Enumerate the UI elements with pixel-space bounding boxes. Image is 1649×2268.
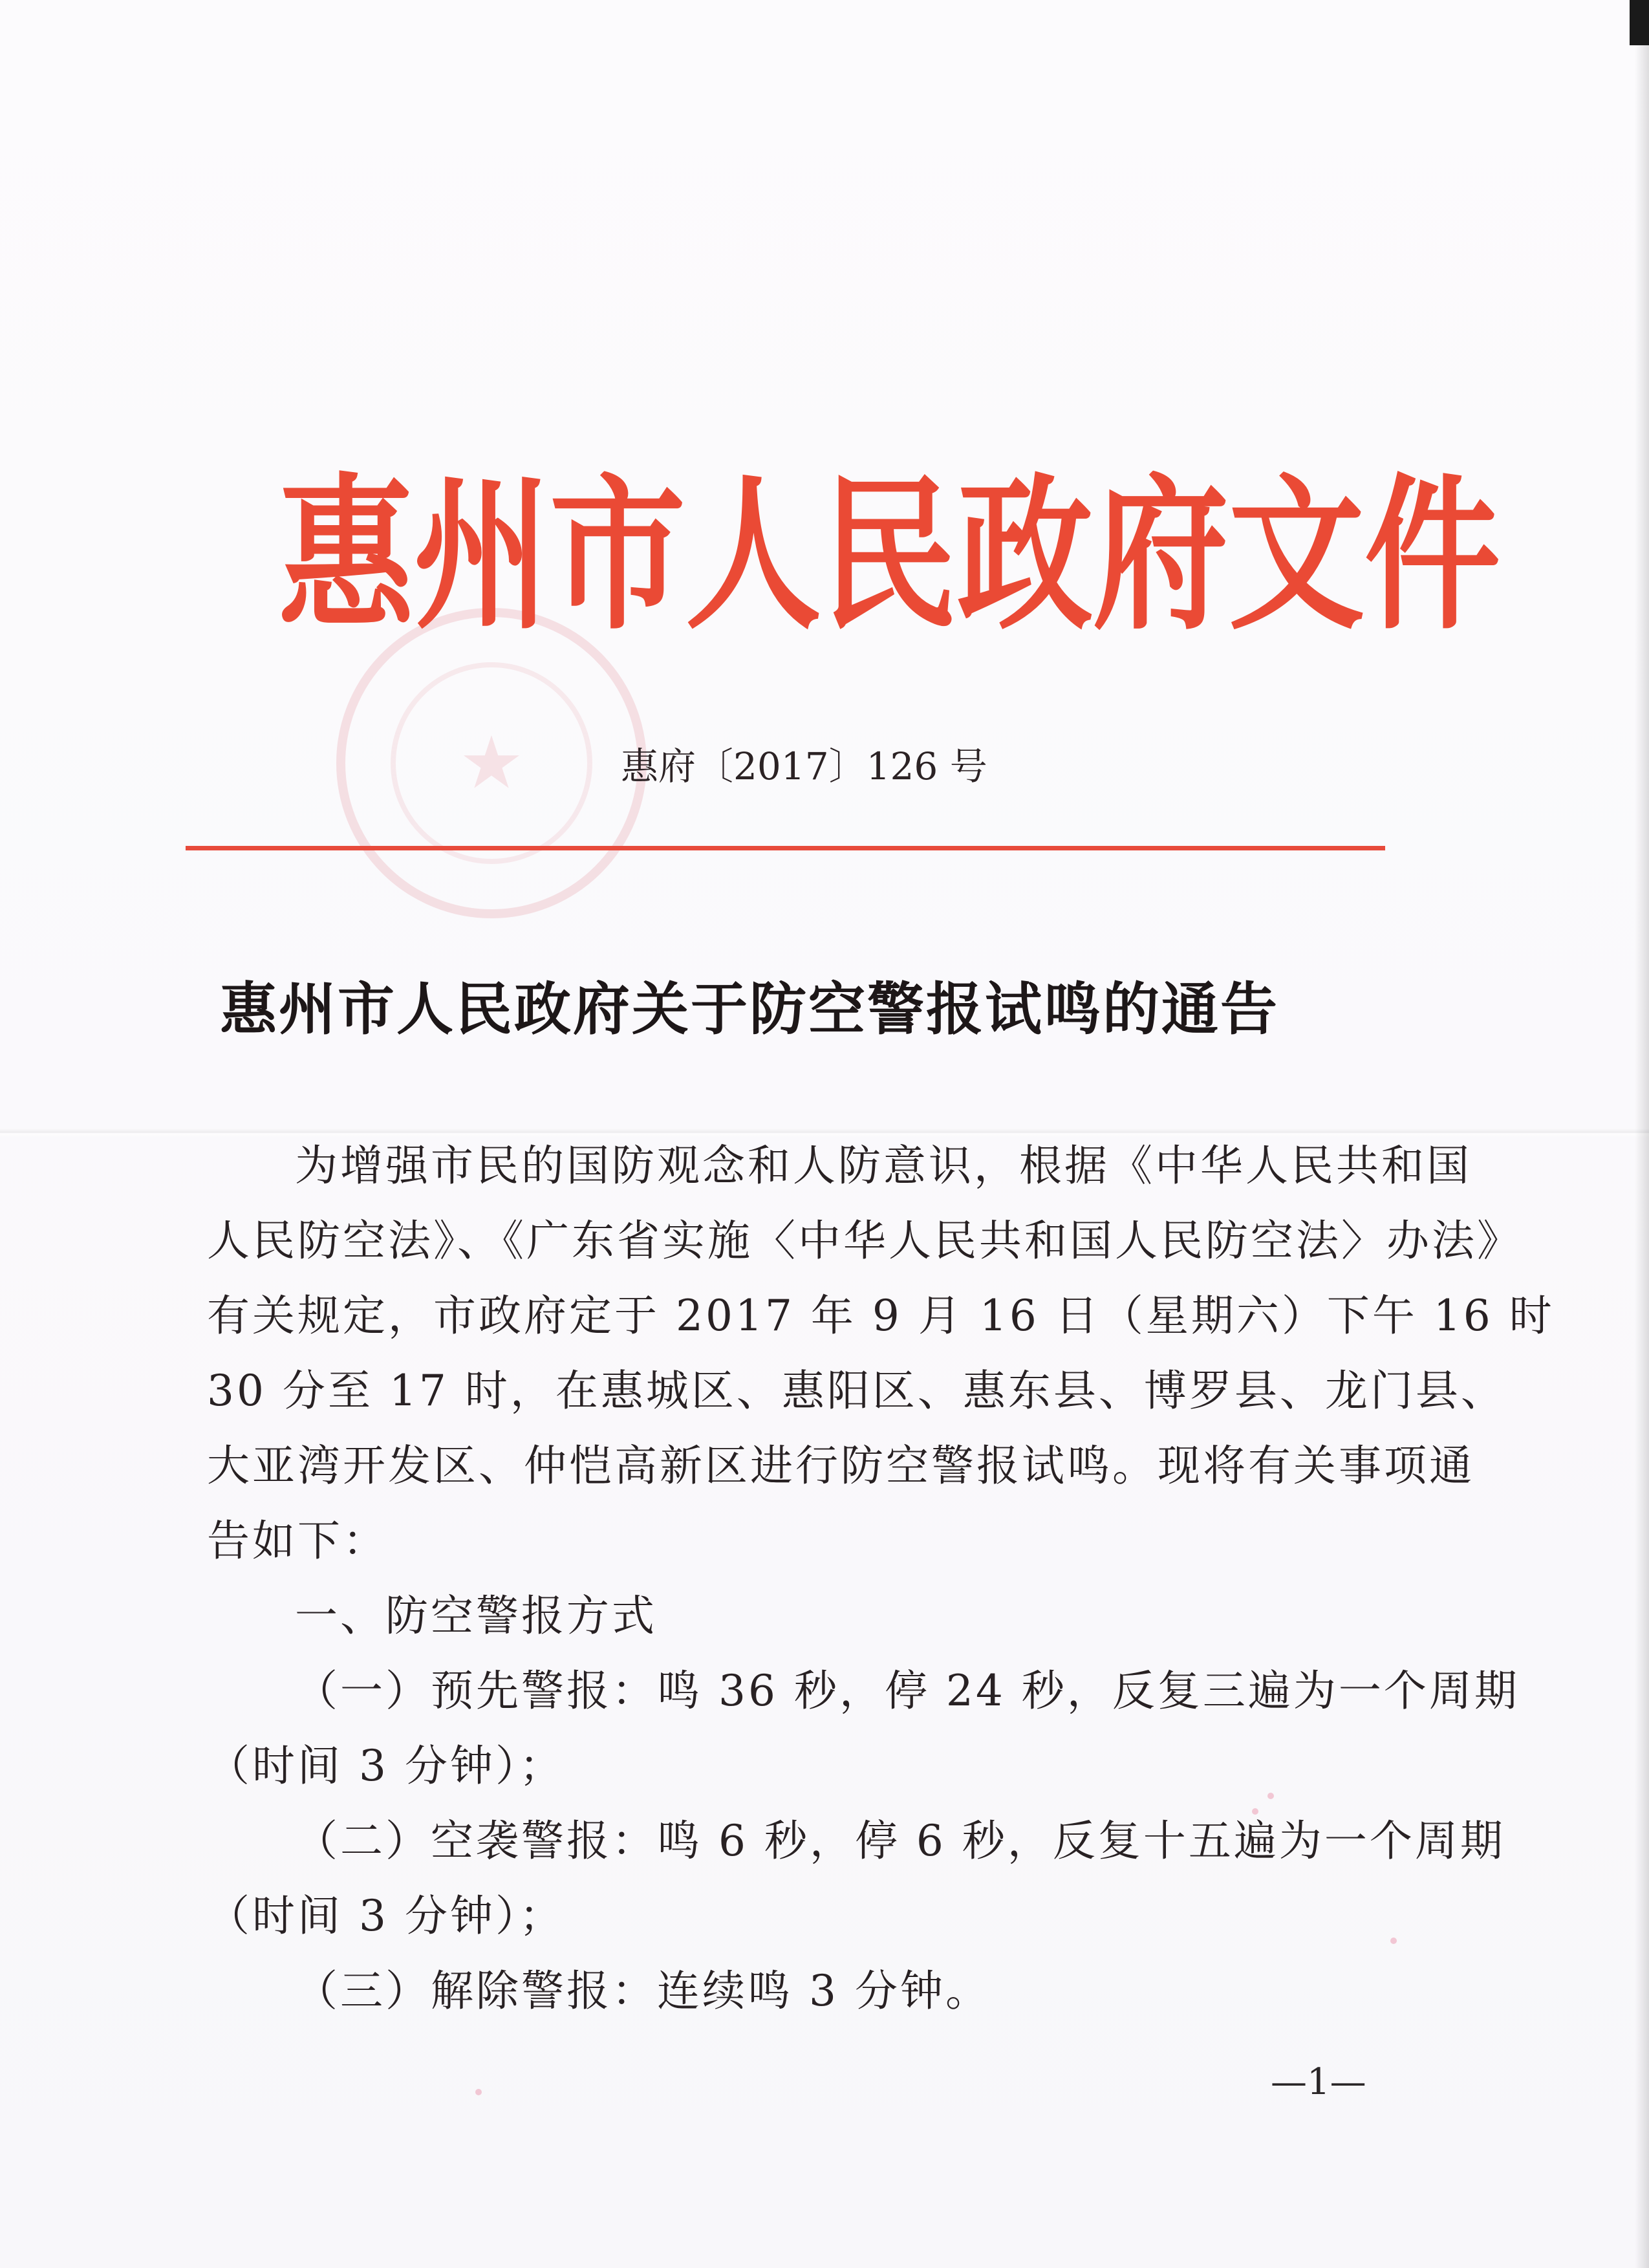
ink-speck <box>1252 1808 1258 1815</box>
body-line: 告如下： <box>207 1516 388 1566</box>
ink-speck <box>475 2089 482 2095</box>
body-line: 大亚湾开发区、仲恺高新区进行防空警报试鸣。现将有关事项通 <box>207 1441 1474 1491</box>
notice-title: 惠州市人民政府关于防空警报试鸣的通告 <box>220 975 1280 1042</box>
seal-emblem-icon: ★ <box>458 721 524 805</box>
page-edge-shadow <box>1635 0 1649 2268</box>
scan-corner <box>1630 0 1649 45</box>
body-line: （一）预先警报：鸣 36 秒，停 24 秒，反复三遍为一个周期 <box>295 1666 1520 1716</box>
ink-speck <box>1267 1793 1274 1799</box>
body-line: （三）解除警报：连续鸣 3 分钟。 <box>295 1966 991 2016</box>
document-number: 惠府〔2017〕126 号 <box>621 744 987 788</box>
body-line: 有关规定，市政府定于 2017 年 9 月 16 日（星期六）下午 16 时 <box>207 1291 1555 1341</box>
section-heading: 一、防空警报方式 <box>295 1591 657 1641</box>
body-line: （时间 3 分钟）； <box>207 1741 565 1791</box>
body-line: （时间 3 分钟）； <box>207 1891 565 1941</box>
header-title: 惠州市人民政府文件 <box>278 457 1501 653</box>
body-line: 30 分至 17 时，在惠城区、惠阳区、惠东县、博罗县、龙门县、 <box>207 1366 1506 1416</box>
notice-body <box>207 1129 1555 2029</box>
body-line: 人民防空法》、《广东省实施〈中华人民共和国人民防空法〉办法》 <box>207 1216 1522 1266</box>
page-number: —1— <box>1271 2061 1366 2103</box>
red-divider <box>186 846 1385 850</box>
body-line: 为增强市民的国防观念和人防意识，根据《中华人民共和国 <box>295 1141 1472 1191</box>
ink-speck <box>1390 1938 1397 1944</box>
body-line: （二）空袭警报：鸣 6 秒，停 6 秒，反复十五遍为一个周期 <box>295 1816 1505 1866</box>
